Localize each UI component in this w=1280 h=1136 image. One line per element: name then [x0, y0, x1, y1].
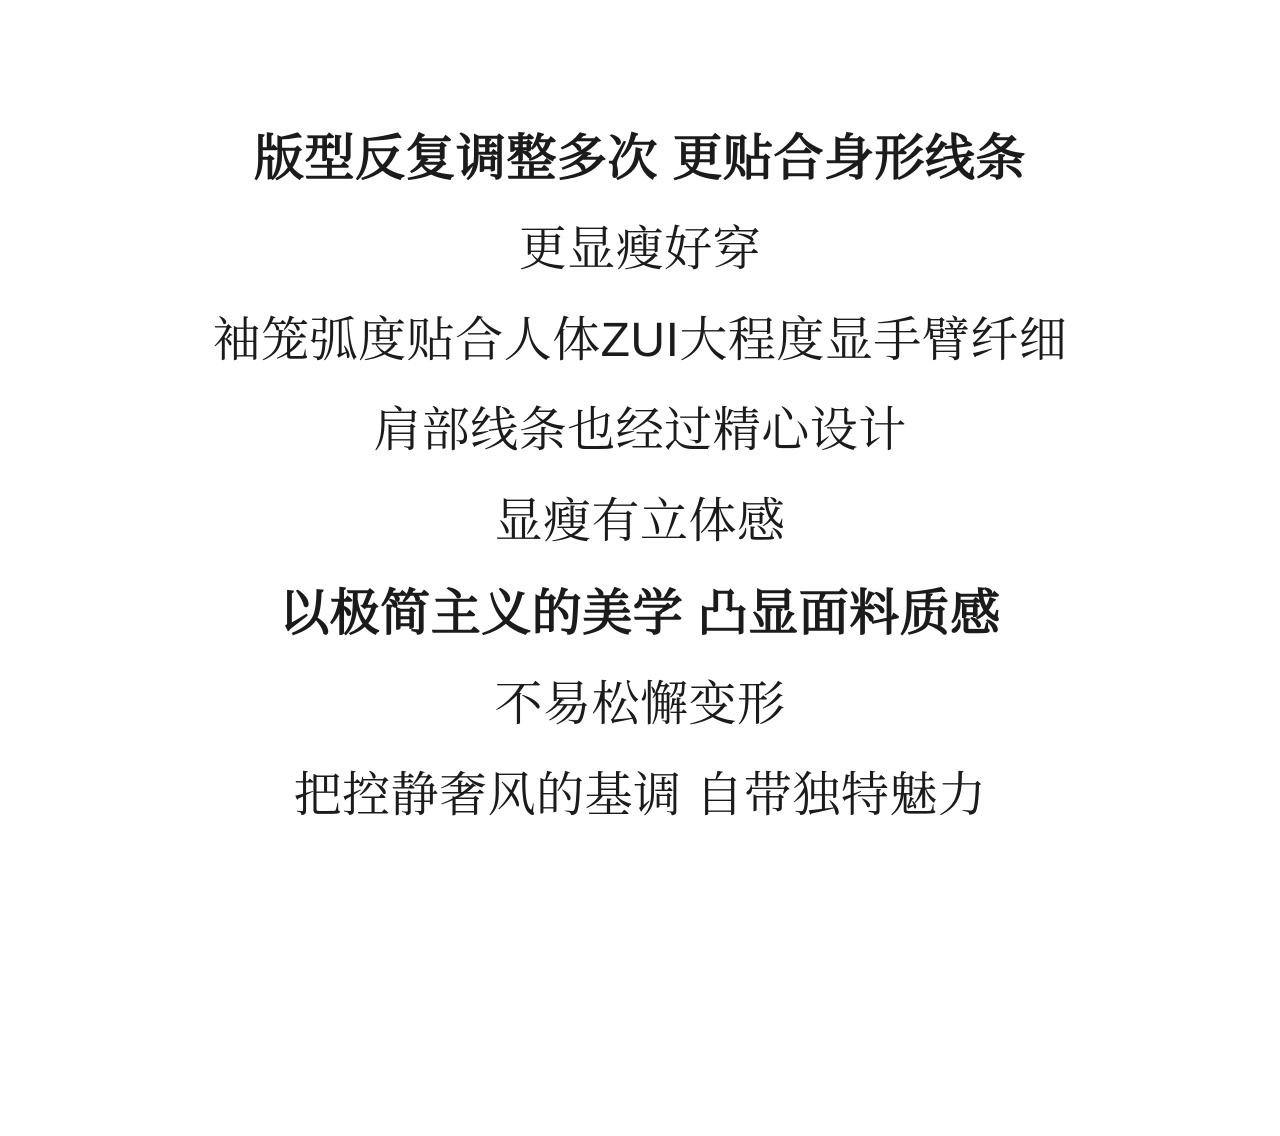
description-line-8: 把控静奢风的基调 自带独特魅力: [293, 768, 987, 822]
description-line-3: 袖笼弧度贴合人体ZUI大程度显手臂纤细: [212, 313, 1068, 367]
description-line-2: 更显瘦好穿: [518, 223, 762, 276]
description-line-4: 肩部线条也经过精心设计: [373, 404, 907, 458]
description-line-7: 不易松懈变形: [494, 678, 786, 732]
description-line-1: 版型反复调整多次 更贴合身形线条: [254, 130, 1026, 186]
description-line-5: 显瘦有立体感: [494, 494, 786, 548]
description-line-6: 以极简主义的美学 凸显面料质感: [279, 585, 1001, 642]
